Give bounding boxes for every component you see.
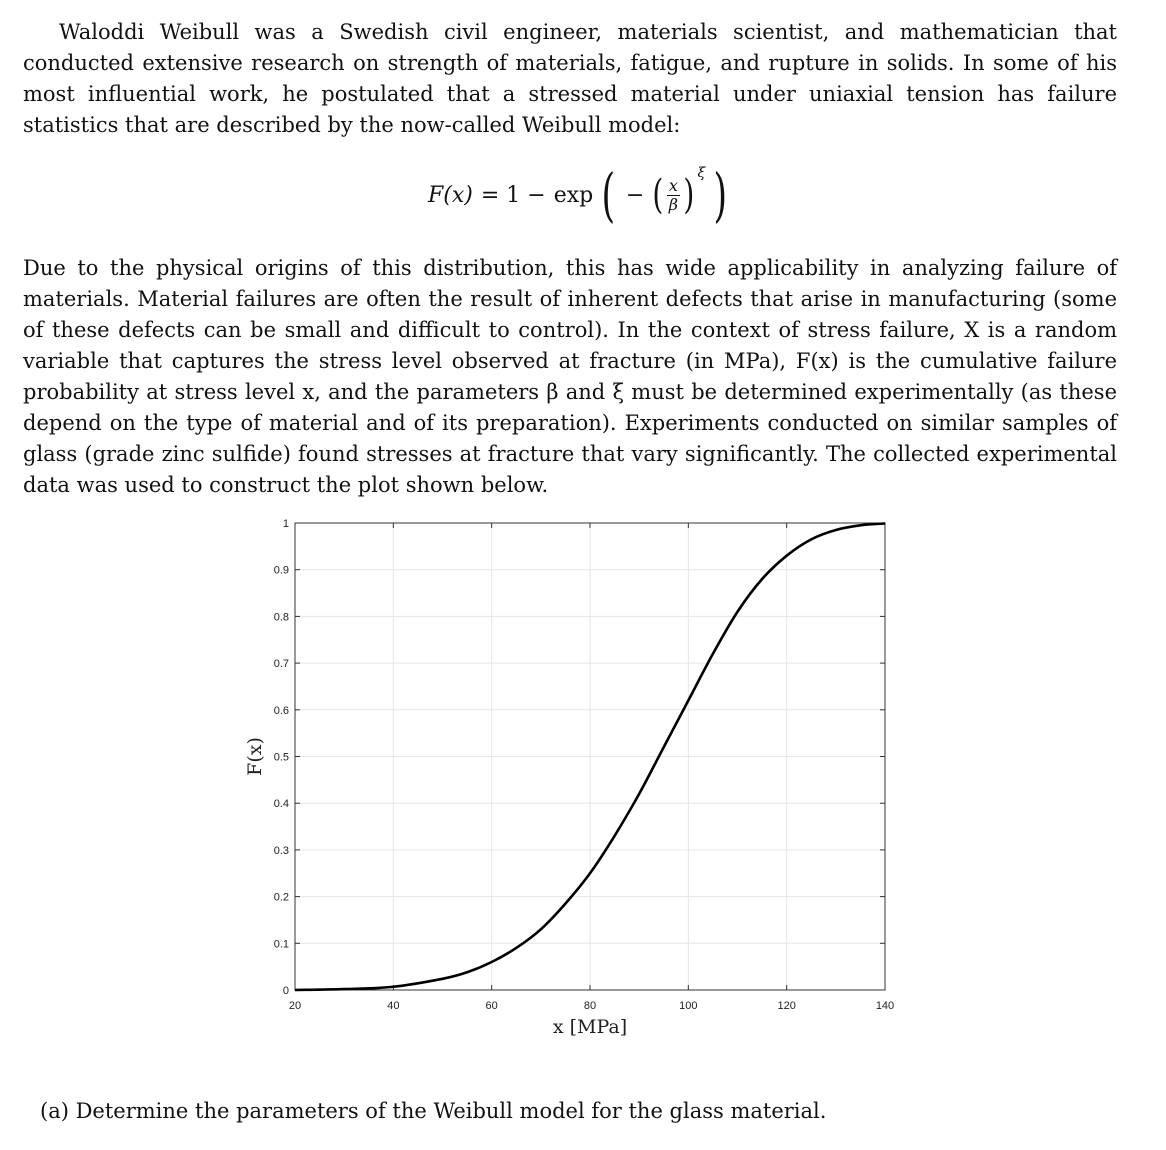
context-paragraph: Due to the physical origins of this distribution, this has wide applicability in analyzing failure of materials. Material failures are often the result of inherent defects that arise in manufacturing (some of these defects can be small and difficult to control). In the context of stress failure, X is a random variable that captures the stress level observed at fracture (in MPa), F(x) is the cumulative failure probability at stress level x, and the parameters β and ξ must be determined experimentally (as these depend on the type of material and of its preparation). Experiments conducted on similar samples of glass (grade zinc sulfide) found stresses at fracture that vary significantly. The collected experimental data was used to construct the plot shown below. (23, 256, 1117, 497)
equation-lhs: F(x) (428, 182, 473, 208)
equation-denominator: β (668, 194, 679, 214)
y-tick-label: 0.3 (273, 844, 289, 857)
y-tick-label: 1 (282, 518, 289, 530)
x-tick-label: 100 (679, 1000, 698, 1012)
y-axis-label: F(x) (244, 737, 266, 776)
equation-exponent: ξ (697, 165, 706, 181)
weibull-equation: F(x) = 1 − exp ( − ( $\frac{x}{\beta}$ ) ξ ) (428, 161, 728, 229)
y-tick-label: 0.7 (273, 658, 289, 671)
y-tick-label: 0.1 (273, 938, 289, 951)
x-tick-label: 20 (288, 1000, 302, 1012)
equation-numerator: x (668, 175, 678, 195)
equation-minus: − (625, 182, 645, 208)
x-tick-label: 40 (387, 1000, 400, 1012)
y-tick-label: 0.5 (273, 751, 289, 764)
y-tick-label: 0.2 (273, 891, 289, 904)
x-tick-label: 120 (777, 1000, 796, 1012)
equation-func: exp (553, 182, 594, 208)
y-tick-label: 0.4 (273, 798, 289, 811)
y-tick-label: 0.6 (273, 704, 289, 717)
question-a: (a) Determine the parameters of the Weibull model for the glass material. (40, 1099, 827, 1123)
y-tick-label: 0.8 (273, 611, 289, 624)
x-tick-label: 140 (875, 1000, 895, 1012)
x-axis-label: x [MPa] (552, 1016, 628, 1038)
x-tick-label: 60 (485, 1000, 498, 1012)
y-tick-label: 0 (282, 985, 289, 997)
y-tick-label: 0.9 (273, 564, 289, 577)
equation-equals: = 1 − (480, 182, 546, 208)
intro-paragraph: Waloddi Weibull was a Swedish civil engineer, materials scientist, and mathematician that conducted extensive research on strength of materials, fatigue, and rupture in solids. In some of his most influential work, he postulated that a stressed material under uniaxial tension has failure statistics that are described by the now-called Weibull model: (23, 20, 1117, 137)
x-tick-label: 80 (583, 1000, 597, 1012)
